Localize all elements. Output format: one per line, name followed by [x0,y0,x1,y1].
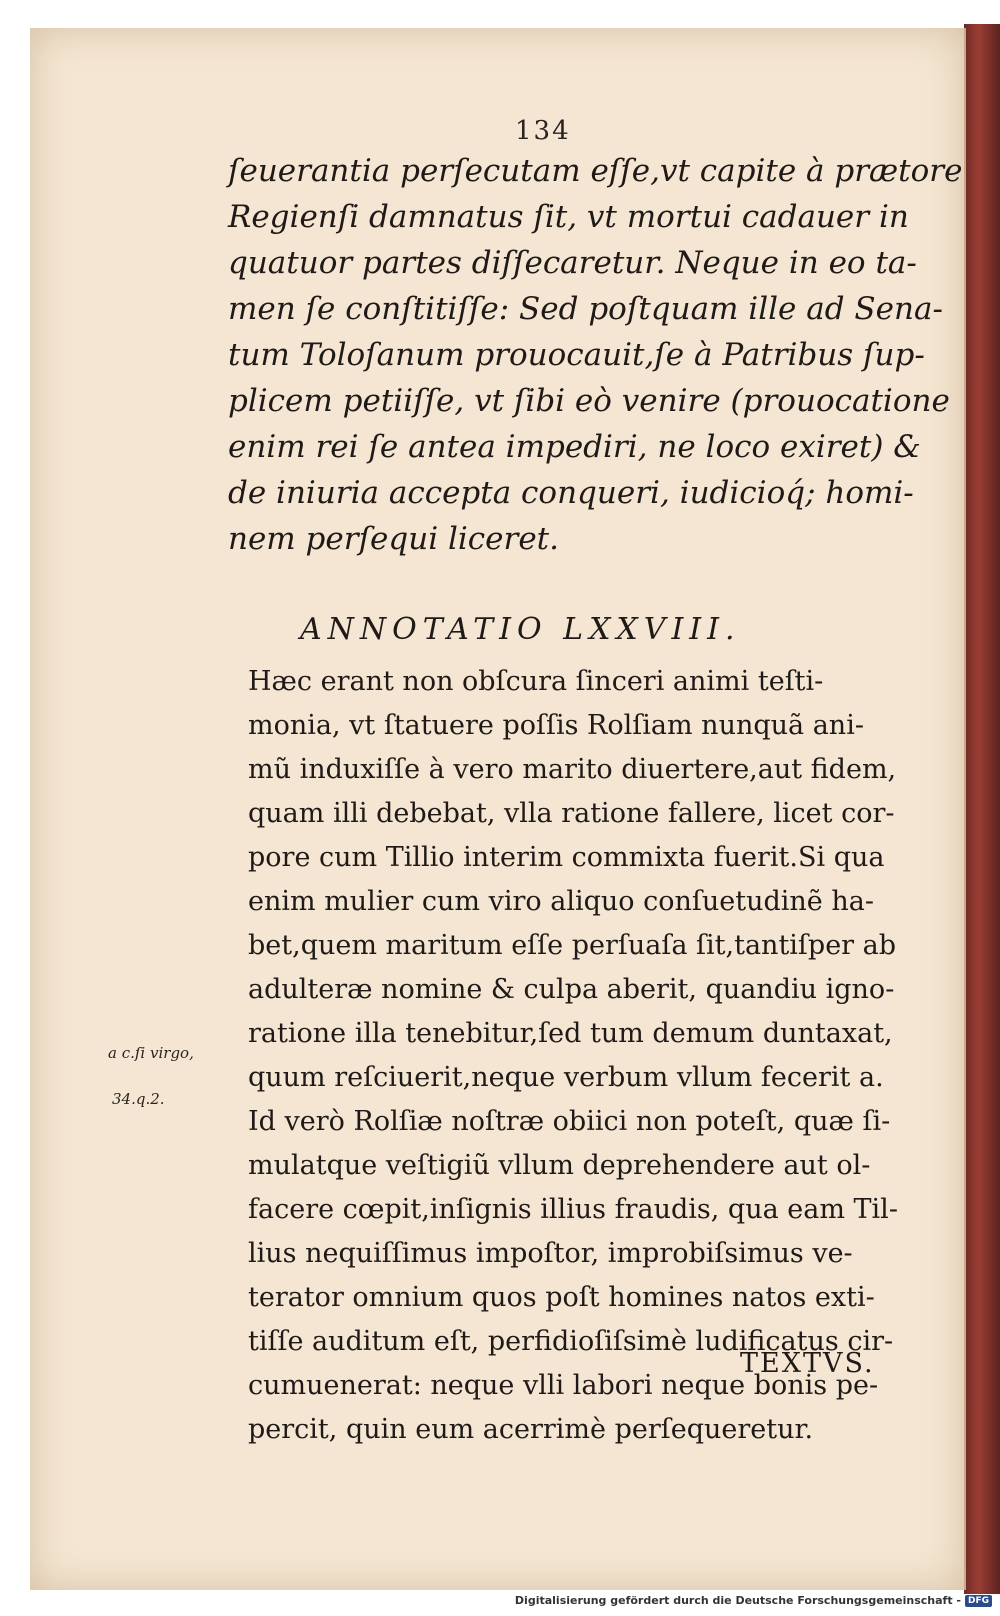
body-line: monia, vt ſtatuere poſſis Rolſiam nunquã ani- [248,710,864,741]
body-line: enim mulier cum viro aliquo conſuetudinẽ ha- [248,886,874,917]
italic-text-block [228,148,963,562]
body-line: quam illi debebat, vlla ratione fallere, licet cor- [248,798,895,829]
body-line: lius nequiſſimus impoſtor, improbiſsimus ve- [248,1238,853,1269]
catchword: TEXTVS. [740,1348,875,1379]
italic-line: plicem petiiſſe, vt ſibi eò venire (prouocatione [228,383,950,419]
body-line: mũ induxiſſe à vero marito diuertere,aut fidem, [248,754,897,785]
dfg-logo: DFG [965,1595,992,1607]
body-text-block [248,660,928,1452]
page-number: 134 [515,116,571,146]
body-line: facere cœpit,inſignis illius fraudis, qua eam Til- [248,1194,898,1225]
margin-note: 34.q.2. [112,1090,165,1108]
italic-line: ſeuerantia perſecutam eſſe,vt capite à prætore [228,153,963,189]
italic-line: nem perſequi liceret. [228,521,559,557]
italic-line: Regienſi damnatus ſit, vt mortui cadauer in [228,199,909,235]
footer-text: Digitalisierung gefördert durch die Deutsche Forschungsgemeinschaft - [514,1594,961,1607]
italic-line: tum Toloſanum prouocauit,ſe à Patribus ſup- [228,337,925,373]
body-line: Hæc erant non obſcura ſinceri animi teſti- [248,666,824,697]
body-line: terator omnium quos poſt homines natos exti- [248,1282,875,1313]
body-line: bet,quem maritum eſſe perſuaſa ſit,tantiſper ab [248,930,897,961]
body-line: adulteræ nomine & culpa aberit, quandiu igno- [248,974,895,1005]
italic-line: enim rei ſe antea impediri, ne loco exiret) & [228,429,921,465]
body-line: ratione illa tenebitur,ſed tum demum duntaxat, [248,1018,893,1049]
body-line: mulatque veſtigiũ vllum deprehendere aut ol- [248,1150,871,1181]
body-line: percit, quin eum acerrimè perſequeretur. [248,1414,814,1445]
body-line: quum reſciuerit,neque verbum vllum fecerit a. [248,1062,884,1093]
section-heading: ANNOTATIO LXXVIII. [300,612,741,647]
body-line: pore cum Tillio interim commixta fuerit.Si qua [248,842,885,873]
body-line: Id verò Rolſiæ noſtræ obiici non poteſt, quæ ſi- [248,1106,891,1137]
italic-line: men ſe conſtitiſſe: Sed poſtquam ille ad Sena- [228,291,943,327]
italic-line: quatuor partes diſſecaretur. Neque in eo ta- [228,245,917,281]
digitization-footer [515,1594,992,1607]
book-edge [964,24,1000,1594]
italic-line: de iniuria accepta conqueri, iudicioq́; homi- [228,475,914,511]
margin-note: a c.ſi virgo, [108,1044,194,1062]
body-line: cumuenerat: neque vlli labori neque bonis pe- [248,1370,879,1401]
body-line: tiſſe auditum eſt, perfidioſiſsimè ludificatus cir- [248,1326,894,1357]
